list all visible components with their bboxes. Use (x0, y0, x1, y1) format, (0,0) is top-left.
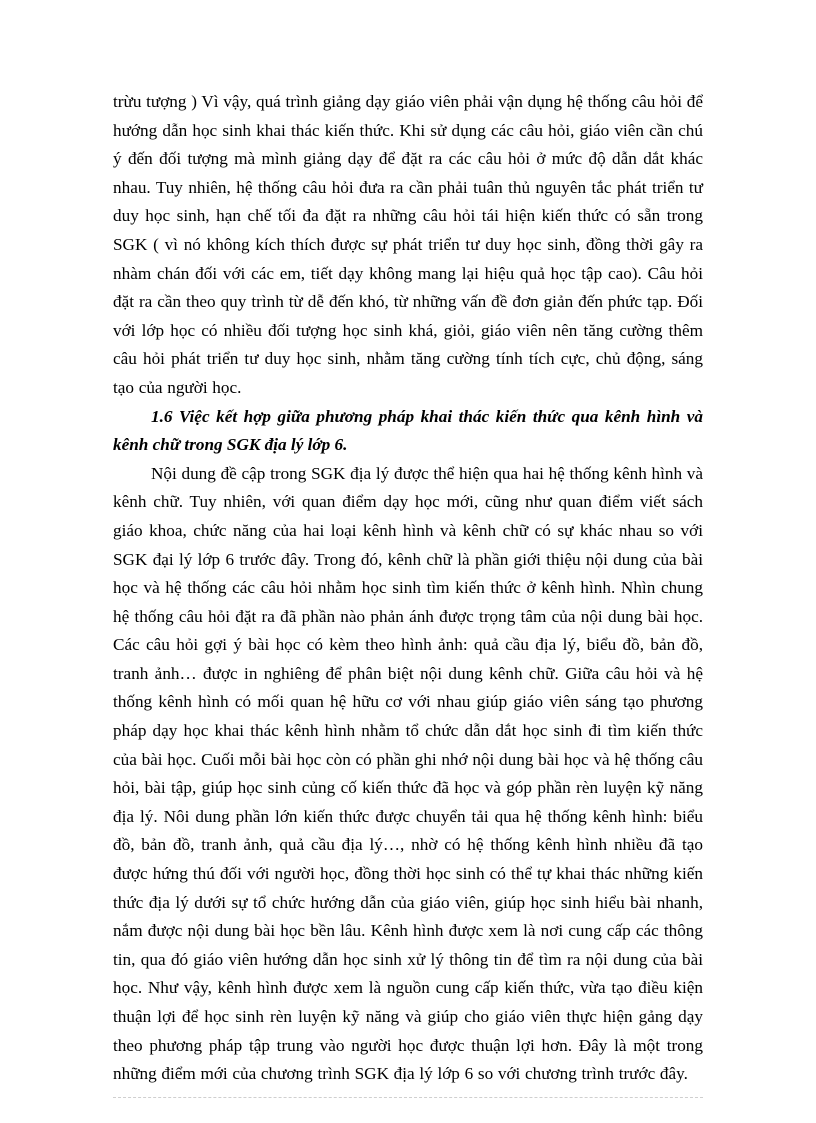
paragraph-continuation: trừu tượng ) Vì vậy, quá trình giảng dạy giáo viên phải vận dụng hệ thống câu hỏi để hướng dẫn học sinh khai thác kiến thức. Khi sử dụng các câu hỏi, giáo viên cần chú ý đến đối tượng mà mình giảng dạy để đặt ra các câu hỏi ở mức độ dẫn dắt khác nhau. Tuy nhiên, hệ thống câu hỏi đưa ra cần phải tuân thủ nguyên tắc phát triển tư duy học sinh, hạn chế tối đa đặt ra những câu hỏi tái hiện kiến thức có sẵn trong SGK ( vì nó không kích thích được sự phát triển tư duy học sinh, đồng thời gây ra nhàm chán đối với các em, tiết dạy không mang lại hiệu quả học tập cao). Câu hỏi đặt ra cần theo quy trình từ dễ đến khó, từ những vấn đề đơn giản đến phức tạp. Đối với lớp học có nhiều đối tượng học sinh khá, giỏi, giáo viên nên tăng cường thêm câu hỏi phát triển tư duy học sinh, nhằm tăng cường tính tích cực, chủ động, sáng tạo của người học. (113, 92, 703, 397)
footer-divider (113, 1097, 703, 1098)
section-heading-1-6: 1.6 Việc kết hợp giữa phương pháp khai thác kiến thức qua kênh hình và kênh chữ trong SGK địa lý lớp 6. (113, 406, 703, 455)
paragraph-body: Nội dung đề cập trong SGK địa lý được thể hiện qua hai hệ thống kênh hình và kênh chữ. Tuy nhiên, với quan điểm dạy học mới, cũng như quan điểm viết sách giáo khoa, chức năng của hai loại kênh hình và kênh chữ có sự khác nhau so với SGK đại lý lớp 6 trước đây. Trong đó, kênh chữ là phần giới thiệu nội dung của bài học và hệ thống các câu hỏi nhằm học sinh tìm kiến thức ở kênh hình. Nhìn chung hệ thống câu hỏi đặt ra đã phần nào phản ánh được trọng tâm của nội dung bài học. Các câu hỏi gợi ý bài học có kèm theo hình ảnh: quả cầu địa lý, biểu đồ, bản đồ, tranh ảnh… được in nghiêng để phân biệt nội dung kênh chữ. Giữa câu hỏi và hệ thống kênh hình có mối quan hệ hữu cơ với nhau giúp giáo viên sáng tạo phương pháp dạy học khai thác kênh hình nhằm tổ chức dẫn dắt học sinh đi tìm kiến thức của bài học. Cuối mỗi bài học còn có phần ghi nhớ nội dung bài học và hệ thống câu hỏi, bài tập, giúp học sinh củng cố kiến thức đã học và góp phần rèn luyện kỹ năng địa lý. Nôi dung phần lớn kiến thức được chuyển tải qua hệ thống kênh hình: biểu đồ, bản đồ, tranh ảnh, quả cầu địa lý…, nhờ có hệ thống kênh hình nhiều đã tạo được hứng thú đối với người học, đồng thời học sinh có thể tự khai thác những kiến thức địa lý dưới sự tổ chức hướng dẫn của giáo viên, giúp học sinh hiểu bài nhanh, nắm được nội dung bài học bền lâu. Kênh hình được xem là nơi cung cấp các thông tin, qua đó giáo viên hướng dẫn học sinh xử lý thông tin để tìm ra nội dung của bài học. Như vậy, kênh hình được xem là nguồn cung cấp kiến thức, vừa tạo điều kiện thuận lợi để học sinh rèn luyện kỹ năng và giúp cho giáo viên thực hiện gảng dạy theo phương pháp tập trung vào người học được thuận lợi hơn. Đây là một trong những điểm mới của chương trình SGK địa lý lớp 6 so với chương trình trước đây. (113, 463, 703, 1084)
page-text-column (113, 88, 703, 1089)
